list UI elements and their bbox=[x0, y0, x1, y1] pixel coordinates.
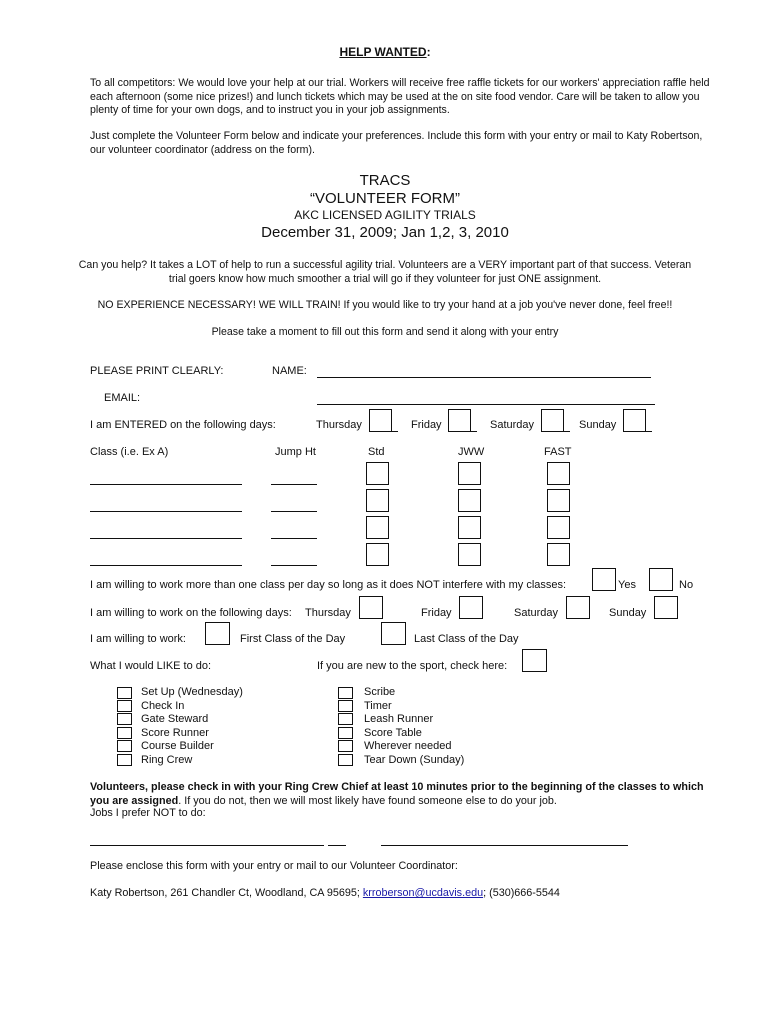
fast-checkbox[interactable] bbox=[547, 462, 570, 485]
willing-saturday-label: Saturday bbox=[514, 607, 559, 619]
form-subtitle: AKC LICENSED AGILITY TRIALS bbox=[294, 208, 476, 222]
fast-checkbox[interactable] bbox=[547, 543, 570, 566]
trial-dates: December 31, 2009; Jan 1,2, 3, 2010 bbox=[261, 224, 509, 241]
new-to-sport-label: If you are new to the sport, check here: bbox=[317, 660, 508, 672]
jump-height-field[interactable] bbox=[271, 511, 317, 512]
std-checkbox[interactable] bbox=[366, 543, 389, 566]
jww-checkbox[interactable] bbox=[458, 516, 481, 539]
like-to-do-label: What I would LIKE to do: bbox=[90, 660, 212, 672]
more-classes-yes-label: Yes bbox=[618, 579, 636, 591]
class-field[interactable] bbox=[90, 484, 242, 485]
coordinator-address: Katy Robertson, 261 Chandler Ct, Woodland, CA 95695; bbox=[90, 887, 363, 899]
willing-friday-checkbox[interactable] bbox=[459, 596, 483, 619]
appeal-line-4: Please take a moment to fill out this form and send it along with your entry bbox=[211, 326, 559, 338]
last-class-checkbox[interactable] bbox=[381, 622, 406, 645]
job-checkbox-tear-down[interactable] bbox=[338, 754, 353, 766]
job-label-gate-steward: Gate Steward bbox=[141, 713, 209, 725]
intro-paragraph-1: To all competitors: We would love your help at our trial. Workers will receive free raffle tickets for our workers' appreciation raffle held each afternoon (some nice prizes!) and lunch tickets which may be used at the on site food vendor. Care will be taken to allow you plenty of time for your own dogs, and to instruct you in your job assignments. bbox=[90, 77, 710, 116]
job-checkbox-ring-crew[interactable] bbox=[117, 754, 132, 766]
willing-thursday-label: Thursday bbox=[305, 607, 351, 619]
entered-saturday-label: Saturday bbox=[490, 419, 535, 431]
job-checkbox-check-in[interactable] bbox=[117, 700, 132, 712]
coordinator-email-link[interactable]: krroberson@ucdavis.edu bbox=[362, 887, 484, 899]
willing-friday-label: Friday bbox=[421, 607, 452, 619]
job-label-set-up: Set Up (Wednesday) bbox=[141, 686, 243, 698]
jump-height-field[interactable] bbox=[271, 538, 317, 539]
email-label: EMAIL: bbox=[104, 392, 141, 404]
entered-friday-label: Friday bbox=[411, 419, 442, 431]
underline bbox=[646, 431, 652, 432]
check-in-note-rest: . If you do not, then we will most likely have found someone else to do your job. bbox=[178, 794, 557, 807]
jobs-not-to-do-field-1[interactable] bbox=[90, 845, 324, 846]
last-class-label: Last Class of the Day bbox=[414, 633, 519, 645]
job-label-scribe: Scribe bbox=[364, 686, 396, 698]
jww-checkbox[interactable] bbox=[458, 462, 481, 485]
underline bbox=[471, 431, 477, 432]
check-in-note-bold: Volunteers, please check in with your Ring Crew Chief at least 10 minutes prior to the beginning of the classes to which you are assigned bbox=[90, 781, 704, 807]
first-class-checkbox[interactable] bbox=[205, 622, 230, 645]
job-label-course-builder: Course Builder bbox=[141, 740, 214, 752]
appeal-line-2: trial goers know how much smoother a trial will go if they volunteer for just ONE assignment. bbox=[168, 273, 602, 285]
job-label-score-table: Score Table bbox=[364, 726, 422, 739]
class-column-header: Class (i.e. Ex A) bbox=[90, 446, 169, 458]
entered-friday-checkbox[interactable] bbox=[448, 409, 471, 432]
job-label-timer: Timer bbox=[364, 699, 392, 712]
underline bbox=[564, 431, 570, 432]
club-name: TRACS bbox=[359, 172, 411, 189]
jump-height-field[interactable] bbox=[271, 484, 317, 485]
class-field[interactable] bbox=[90, 538, 242, 539]
job-checkbox-scribe[interactable] bbox=[338, 687, 353, 699]
std-checkbox[interactable] bbox=[366, 489, 389, 512]
job-checkbox-score-table[interactable] bbox=[338, 727, 353, 739]
jww-column-header: JWW bbox=[458, 446, 485, 458]
jobs-not-to-do-field-2[interactable] bbox=[381, 845, 628, 846]
class-field[interactable] bbox=[90, 511, 242, 512]
job-checkbox-wherever-needed[interactable] bbox=[338, 740, 353, 752]
willing-sunday-label: Sunday bbox=[609, 607, 647, 619]
job-label-wherever-needed: Wherever needed bbox=[364, 740, 452, 752]
job-label-score-runner: Score Runner bbox=[141, 726, 209, 739]
std-column-header: Std bbox=[368, 446, 385, 458]
form-title: “VOLUNTEER FORM” bbox=[310, 190, 460, 207]
fast-checkbox[interactable] bbox=[547, 516, 570, 539]
help-wanted-heading bbox=[0, 45, 770, 59]
new-to-sport-checkbox[interactable] bbox=[522, 649, 547, 672]
willing-thursday-checkbox[interactable] bbox=[359, 596, 383, 619]
jump-height-field[interactable] bbox=[271, 565, 317, 566]
email-field[interactable] bbox=[317, 404, 655, 405]
willing-sunday-checkbox[interactable] bbox=[654, 596, 678, 619]
jww-checkbox[interactable] bbox=[458, 543, 481, 566]
willing-saturday-checkbox[interactable] bbox=[566, 596, 590, 619]
more-classes-no-label: No bbox=[679, 579, 694, 591]
first-class-label: First Class of the Day bbox=[240, 633, 346, 645]
job-checkbox-timer[interactable] bbox=[338, 700, 353, 712]
jobs-not-to-do-field-1b[interactable] bbox=[328, 845, 346, 846]
job-label-leash-runner: Leash Runner bbox=[364, 713, 434, 725]
coordinator-phone: ; (530)666-5544 bbox=[483, 887, 560, 899]
entered-sunday-checkbox[interactable] bbox=[623, 409, 646, 432]
fast-checkbox[interactable] bbox=[547, 489, 570, 512]
class-field[interactable] bbox=[90, 565, 242, 566]
jobs-not-to-do-label: Jobs I prefer NOT to do: bbox=[90, 807, 206, 819]
more-classes-no-checkbox[interactable] bbox=[649, 568, 673, 591]
check-in-note bbox=[90, 781, 705, 808]
job-label-check-in: Check In bbox=[141, 699, 185, 712]
entered-days-label: I am ENTERED on the following days: bbox=[90, 419, 276, 431]
job-checkbox-course-builder[interactable] bbox=[117, 740, 132, 752]
entered-sunday-label: Sunday bbox=[579, 419, 617, 431]
fast-column-header: FAST bbox=[544, 446, 572, 458]
job-checkbox-set-up[interactable] bbox=[117, 687, 132, 699]
entered-thursday-label: Thursday bbox=[316, 419, 362, 431]
enclose-instruction: Please enclose this form with your entry or mail to our Volunteer Coordinator: bbox=[90, 860, 458, 872]
jww-checkbox[interactable] bbox=[458, 489, 481, 512]
entered-thursday-checkbox[interactable] bbox=[369, 409, 392, 432]
name-field[interactable] bbox=[317, 377, 651, 378]
coordinator-contact bbox=[90, 887, 560, 899]
job-label-tear-down: Tear Down (Sunday) bbox=[364, 753, 465, 766]
appeal-line-1: Can you help? It takes a LOT of help to run a successful agility trial. Volunteers are a VERY important part of that success. Veteran bbox=[78, 259, 692, 271]
more-classes-label: I am willing to work more than one class per day so long as it does NOT interfere with my classes: bbox=[90, 579, 567, 591]
print-clearly-label: PLEASE PRINT CLEARLY: bbox=[90, 365, 224, 377]
help-wanted-title: HELP WANTED bbox=[339, 45, 427, 59]
job-checkbox-gate-steward[interactable] bbox=[117, 713, 132, 725]
job-checkbox-score-runner[interactable] bbox=[117, 727, 132, 739]
std-checkbox[interactable] bbox=[366, 516, 389, 539]
more-classes-yes-checkbox[interactable] bbox=[592, 568, 616, 591]
underline bbox=[392, 431, 398, 432]
std-checkbox[interactable] bbox=[366, 462, 389, 485]
appeal-line-3: NO EXPERIENCE NECESSARY! WE WILL TRAIN! If you would like to try your hand at a job you've never done, feel free!! bbox=[97, 299, 673, 311]
jump-height-column-header: Jump Ht bbox=[275, 446, 316, 458]
entered-saturday-checkbox[interactable] bbox=[541, 409, 564, 432]
job-checkbox-leash-runner[interactable] bbox=[338, 713, 353, 725]
name-label: NAME: bbox=[272, 365, 307, 377]
willing-days-label: I am willing to work on the following days: bbox=[90, 607, 292, 619]
intro-paragraph-2: Just complete the Volunteer Form below and indicate your preferences. Include this form with your entry or mail to Katy Robertson, our volunteer coordinator (address on the form). bbox=[90, 130, 703, 156]
help-wanted-colon: : bbox=[426, 45, 431, 59]
willing-work-label: I am willing to work: bbox=[90, 633, 186, 645]
job-label-ring-crew: Ring Crew bbox=[141, 753, 193, 766]
